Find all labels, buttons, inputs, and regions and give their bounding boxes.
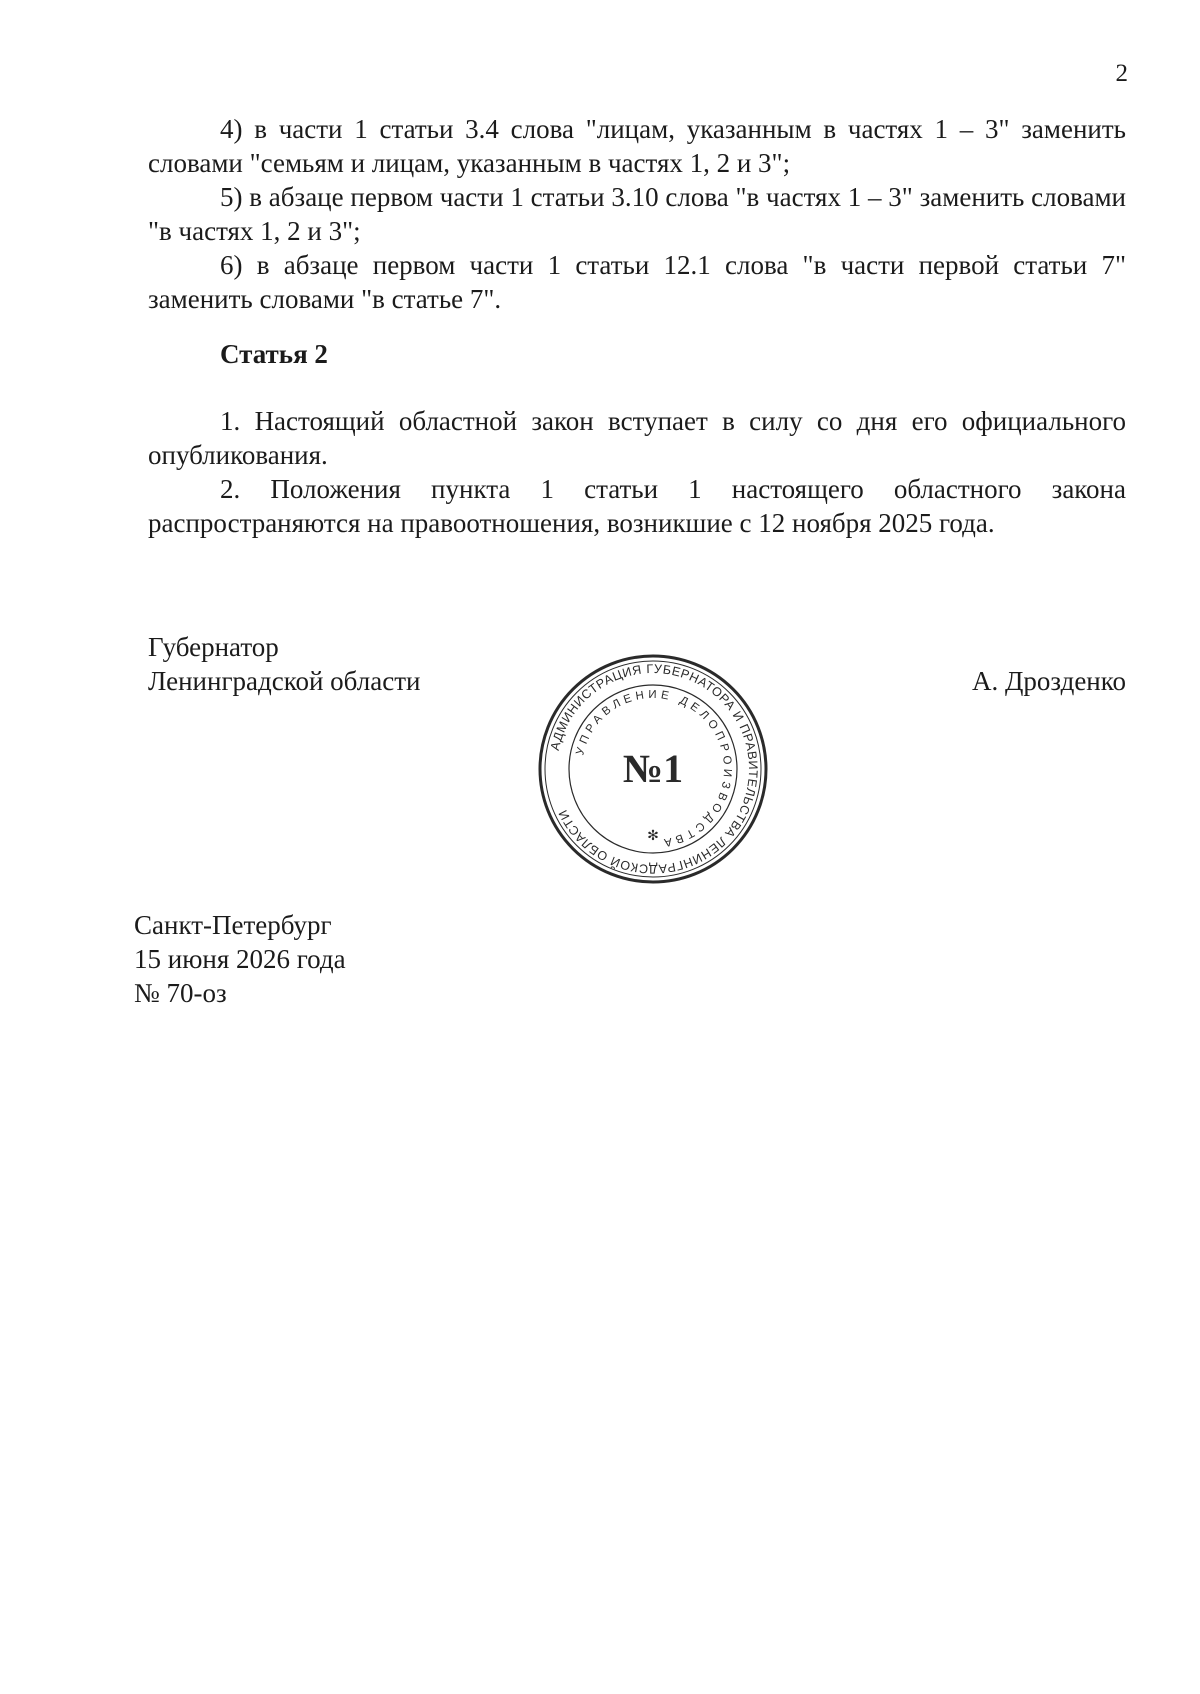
place-city: Санкт-Петербург: [134, 910, 332, 940]
seal-outer-textpath: АДМИНИСТРАЦИЯ ГУБЕРНАТОРА И ПРАВИТЕЛЬСТВА ЛЕНИНГРАДСКОЙ ОБЛАСТИ: [547, 661, 761, 877]
article-paragraph: 1. Настоящий областной закон вступает в силу со дня его официального опубликования.: [148, 406, 1126, 470]
law-date: 15 июня 2026 года: [134, 944, 346, 974]
amendment-item: 4) в части 1 статьи 3.4 слова "лицам, указанным в частях 1 – 3" заменить словами "семьям и лицам, указанным в частях 1, 2 и 3";: [148, 114, 1126, 178]
seal-star-icon: ✻: [647, 828, 659, 844]
seal-inner-textpath: УПРАВЛЕНИЕ ДЕЛОПРОИЗВОДСТВА: [574, 688, 734, 849]
signature-title-line: Ленинградской области: [148, 666, 421, 696]
law-number: № 70-оз: [134, 978, 227, 1008]
place-date-block: [134, 908, 346, 1010]
page-number: 2: [1115, 60, 1128, 87]
official-seal: [536, 652, 770, 886]
signature-name: А. Дрозденко: [971, 666, 1126, 696]
signature-title: [148, 630, 420, 698]
seal-number: №1: [622, 746, 684, 791]
article-body: [148, 404, 1126, 540]
amendment-item: 5) в абзаце первом части 1 статьи 3.10 слова "в частях 1 – 3" заменить словами "в частях 1, 2 и 3";: [148, 182, 1126, 246]
signature-title-line: Губернатор: [148, 632, 279, 662]
amendments-list: [148, 112, 1126, 316]
seal-graphic: [536, 652, 770, 886]
article-heading: Статья 2: [220, 339, 328, 369]
amendment-item: 6) в абзаце первом части 1 статьи 12.1 слова "в части первой статьи 7" заменить словами "в статье 7".: [148, 250, 1126, 314]
article-paragraph: 2. Положения пункта 1 статьи 1 настоящего областного закона распространяются на правоотношения, возникшие с 12 ноября 2025 года.: [148, 474, 1126, 538]
